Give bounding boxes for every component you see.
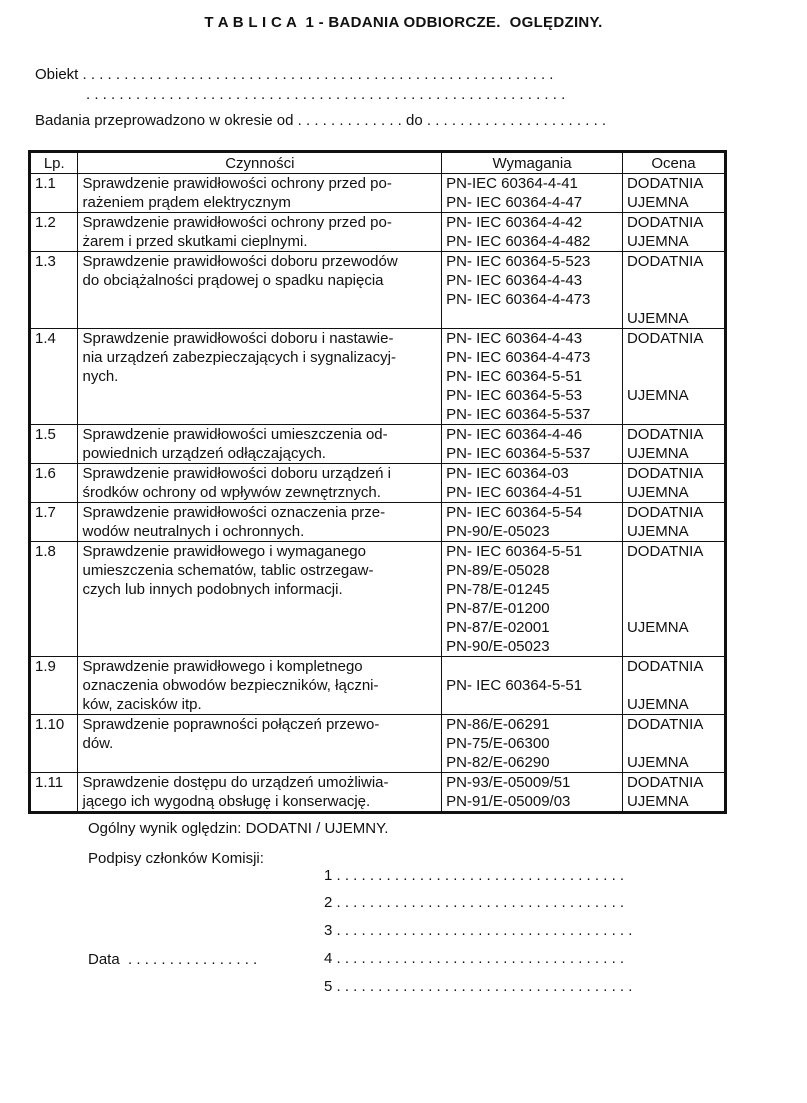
row-czynnosc: Sprawdzenie prawidłowości ochrony przed po- żarem i przed skutkami cieplnymi. bbox=[78, 213, 442, 252]
row-ocena: DODATNIA UJEMNA bbox=[622, 773, 725, 813]
row-ocena: DODATNIA UJEMNA bbox=[622, 503, 725, 542]
header-czynnosci: Czynności bbox=[78, 152, 442, 174]
row-ocena: DODATNIA UJEMNA bbox=[622, 657, 725, 715]
table-row bbox=[30, 503, 726, 542]
row-czynnosc: Sprawdzenie prawidłowości doboru urządzeń i środków ochrony od wpływów zewnętrznych. bbox=[78, 464, 442, 503]
document-title: T A B L I C A 1 - BADANIA ODBIORCZE. OGLĘDZINY. bbox=[204, 14, 603, 31]
row-czynnosc: Sprawdzenie prawidłowości doboru przewodów do obciążalności prądowej o spadku napięcia bbox=[78, 252, 442, 329]
row-czynnosc: Sprawdzenie prawidłowości oznaczenia prze- wodów neutralnych i ochronnych. bbox=[78, 503, 442, 542]
table-row bbox=[30, 213, 726, 252]
table-row bbox=[30, 773, 726, 813]
row-lp: 1.1 bbox=[30, 174, 78, 213]
row-czynnosc: Sprawdzenie poprawności połączeń przewo- dów. bbox=[78, 715, 442, 773]
header-ocena: Ocena bbox=[622, 152, 725, 174]
table-header-row bbox=[30, 152, 726, 174]
table-row bbox=[30, 174, 726, 213]
signature-line-5: 5 . . . . . . . . . . . . . . . . . . . . . . . . . . . . . . . . . . . . bbox=[324, 978, 633, 995]
row-ocena: DODATNIA UJEMNA bbox=[622, 174, 725, 213]
row-wymagania: PN- IEC 60364-5-54 PN-90/E-05023 bbox=[442, 503, 623, 542]
row-wymagania: PN- IEC 60364-03 PN- IEC 60364-4-51 bbox=[442, 464, 623, 503]
row-lp: 1.8 bbox=[30, 542, 78, 657]
row-wymagania: PN- IEC 60364-5-51 PN-89/E-05028 PN-78/E-01245 PN-87/E-01200 PN-87/E-02001 PN-90/E-05023 bbox=[442, 542, 623, 657]
table-row bbox=[30, 715, 726, 773]
signature-line-4: 4 . . . . . . . . . . . . . . . . . . . . . . . . . . . . . . . . . . . bbox=[324, 950, 625, 967]
row-lp: 1.10 bbox=[30, 715, 78, 773]
row-wymagania: PN- IEC 60364-4-46 PN- IEC 60364-5-537 bbox=[442, 425, 623, 464]
signature-line-3: 3 . . . . . . . . . . . . . . . . . . . . . . . . . . . . . . . . . . . . bbox=[324, 922, 633, 939]
row-lp: 1.7 bbox=[30, 503, 78, 542]
row-wymagania: PN-93/E-05009/51 PN-91/E-05009/03 bbox=[442, 773, 623, 813]
row-wymagania: PN- IEC 60364-5-523 PN- IEC 60364-4-43 PN- IEC 60364-4-473 bbox=[442, 252, 623, 329]
row-lp: 1.11 bbox=[30, 773, 78, 813]
row-czynnosc: Sprawdzenie prawidłowego i kompletnego oznaczenia obwodów bezpieczników, łączni- ków, zacisków itp. bbox=[78, 657, 442, 715]
row-ocena: DODATNIA UJEMNA bbox=[622, 213, 725, 252]
okres-line: Badania przeprowadzono w okresie od . . . . . . . . . . . . . do . . . . . . . . . . . . . . . . . . . . . . bbox=[35, 112, 607, 129]
row-wymagania: PN- IEC 60364-5-51 bbox=[442, 657, 623, 715]
row-czynnosc: Sprawdzenie prawidłowego i wymaganego umieszczenia schematów, tablic ostrzegaw- czych lub innych podobnych informacji. bbox=[78, 542, 442, 657]
row-lp: 1.3 bbox=[30, 252, 78, 329]
row-ocena: DODATNIA UJEMNA bbox=[622, 425, 725, 464]
table-row bbox=[30, 329, 726, 425]
signatures-label: Podpisy członków Komisji: bbox=[88, 850, 264, 867]
inspection-table bbox=[28, 150, 727, 814]
row-wymagania: PN-86/E-06291 PN-75/E-06300 PN-82/E-06290 bbox=[442, 715, 623, 773]
table-row bbox=[30, 252, 726, 329]
row-lp: 1.2 bbox=[30, 213, 78, 252]
row-czynnosc: Sprawdzenie dostępu do urządzeń umożliwia- jącego ich wygodną obsługę i konserwację. bbox=[78, 773, 442, 813]
header-wymagania: Wymagania bbox=[442, 152, 623, 174]
row-ocena: DODATNIA UJEMNA bbox=[622, 542, 725, 657]
row-wymagania: PN-IEC 60364-4-41 PN- IEC 60364-4-47 bbox=[442, 174, 623, 213]
date-field: Data . . . . . . . . . . . . . . . . bbox=[88, 951, 258, 968]
table-row bbox=[30, 464, 726, 503]
row-lp: 1.9 bbox=[30, 657, 78, 715]
obiekt-line-1: Obiekt . . . . . . . . . . . . . . . . . . . . . . . . . . . . . . . . . . . . . . . . . . . . . . . . . . . . . . . . . bbox=[35, 66, 554, 83]
row-ocena: DODATNIA UJEMNA bbox=[622, 715, 725, 773]
row-czynnosc: Sprawdzenie prawidłowości umieszczenia od- powiednich urządzeń odłączających. bbox=[78, 425, 442, 464]
row-wymagania: PN- IEC 60364-4-42 PN- IEC 60364-4-482 bbox=[442, 213, 623, 252]
obiekt-line-2: . . . . . . . . . . . . . . . . . . . . . . . . . . . . . . . . . . . . . . . . . . . . . . . . . . . . . . . . . . bbox=[86, 86, 566, 103]
row-lp: 1.5 bbox=[30, 425, 78, 464]
table-row bbox=[30, 425, 726, 464]
table-body bbox=[30, 174, 726, 813]
row-wymagania: PN- IEC 60364-4-43 PN- IEC 60364-4-473 PN- IEC 60364-5-51 PN- IEC 60364-5-53 PN- IEC 60364-5-537 bbox=[442, 329, 623, 425]
signature-line-2: 2 . . . . . . . . . . . . . . . . . . . . . . . . . . . . . . . . . . . bbox=[324, 894, 625, 911]
row-ocena: DODATNIA UJEMNA bbox=[622, 464, 725, 503]
row-czynnosc: Sprawdzenie prawidłowości ochrony przed po- rażeniem prądem elektrycznym bbox=[78, 174, 442, 213]
row-lp: 1.4 bbox=[30, 329, 78, 425]
row-czynnosc: Sprawdzenie prawidłowości doboru i nastawie- nia urządzeń zabezpieczających i sygnalizacyj- nych. bbox=[78, 329, 442, 425]
table-row bbox=[30, 657, 726, 715]
row-ocena: DODATNIA UJEMNA bbox=[622, 329, 725, 425]
header-lp: Lp. bbox=[30, 152, 78, 174]
overall-result: Ogólny wynik oględzin: DODATNI / UJEMNY. bbox=[88, 820, 389, 837]
signature-line-1: 1 . . . . . . . . . . . . . . . . . . . . . . . . . . . . . . . . . . . bbox=[324, 867, 625, 884]
row-lp: 1.6 bbox=[30, 464, 78, 503]
table-row bbox=[30, 542, 726, 657]
row-ocena: DODATNIA UJEMNA bbox=[622, 252, 725, 329]
